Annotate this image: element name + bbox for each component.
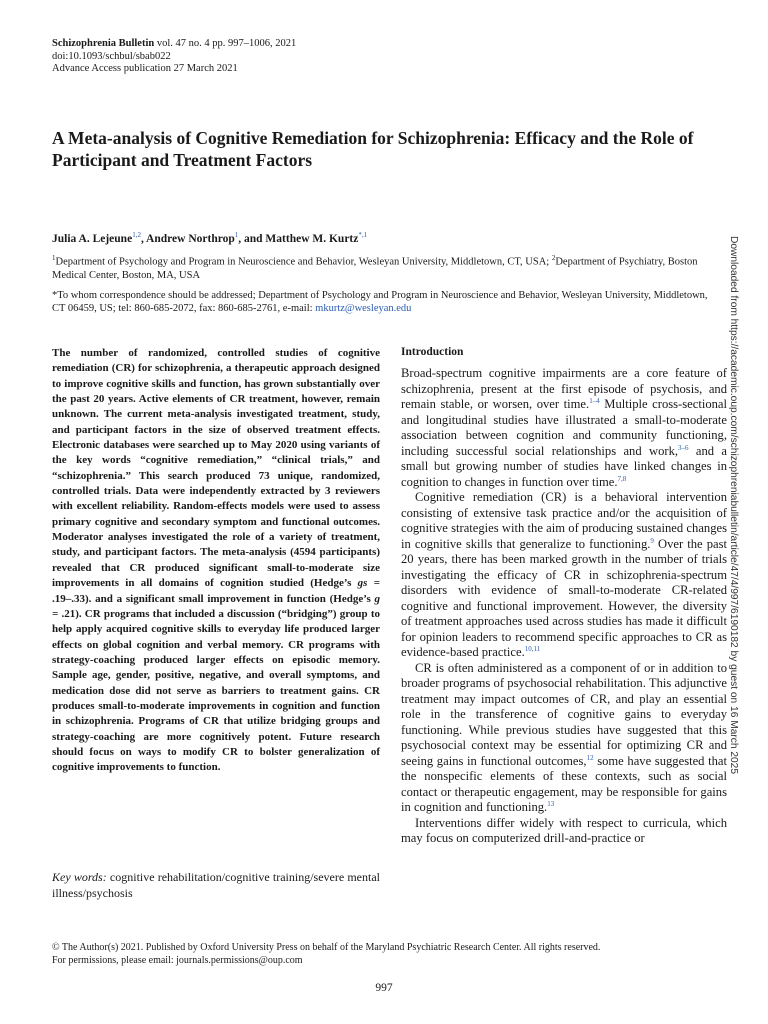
affiliation-ref[interactable]: 1,2	[132, 231, 141, 239]
abstract	[52, 346, 380, 776]
keywords-label: Key words:	[52, 870, 107, 884]
author-name: , and Matthew M. Kurtz	[238, 232, 359, 245]
paragraph-text: Over the past 20 years, there has been marked growth in the number of trials investigating the efficacy of CR in schizophrenia-spectrum disorders with evidence of small-to-moderate CR-related cognitive and functional improvement. However, the diversity of treatment approaches used across studies has made it difficult for opinion leaders to recommend specific approaches to CR as evidence-based practice.	[401, 536, 727, 659]
journal-name: Schizophrenia Bulletin	[52, 38, 155, 49]
citation-ref[interactable]: 10,11	[524, 644, 541, 653]
abstract-text: g	[374, 592, 380, 605]
paragraph-text: some have suggested that the nonspecific elements of these contexts, such as social contact or therapeutic engagement, may be responsible for gains in cognition and functioning.	[401, 753, 727, 814]
journal-citation	[52, 38, 296, 51]
paragraph-text: Broad-spectrum cognitive impairments are a core feature of schizophrenia, present at the first episode of psychosis, and remain stable, or worsen, over time.	[401, 366, 727, 411]
affiliation-ref[interactable]: *,1	[358, 231, 368, 239]
paragraph-text: CR is often administered as a component of or in addition to broader programs of psychosocial rehabilitation. This adjunctive treatment may impact outcomes of CR, and play an essential role in the transference of cognitive gains to everyday functioning. While previous studies have suggested that this psychosocial context may be essential for optimizing CR and seeing gains in functional outcomes,	[401, 660, 727, 768]
affiliation-marker: 1	[52, 254, 56, 262]
abstract-text: = .19–.33). and a significant small improvement in function (Hedge’s	[52, 577, 380, 605]
email-link[interactable]: mkurtz@wesleyan.edu	[315, 303, 412, 315]
affiliation-text: Department of Psychiatry, Boston Medical Center, Boston, MA, USA	[52, 256, 698, 281]
paragraph	[401, 816, 727, 847]
keywords-text: cognitive rehabilitation/cognitive training/severe mental illness/psychosis	[52, 870, 380, 900]
volume-pages: vol. 47 no. 4 pp. 997–1006, 2021	[154, 38, 297, 49]
paragraph-text: Interventions differ widely with respect to curricula, which may focus on computerized drill-and-practice or	[401, 815, 727, 845]
affiliation-text: Department of Psychology and Program in Neuroscience and Behavior, Wesleyan University, Middletown, CT, USA;	[55, 256, 552, 268]
abstract-text: gs	[357, 577, 368, 590]
paragraph-text: Multiple cross-sectional and longitudinal studies have illustrated a small-to-moderate association between cognition and community functioning, including successful social relationships and work,	[401, 397, 728, 458]
keywords	[52, 870, 380, 901]
section-heading-introduction: Introduction	[401, 346, 464, 358]
abstract-text: = .21). CR programs that included a discussion (“bridging”) group to help apply acquired cognitive skills to everyday life produced larger effects on global cognition and verbal memory. CR programs with strategy-coaching produced larger effects on episodic memory. Sample age, gender, positive, negative, and overall symptoms, and medication dose did not serve as barriers to treatment gains. CR produces small-to-moderate improvements in cognition and function in schizophrenia. Programs of CR that utilize bridging groups and strategy-coaching are more cognitively potent. Future research should focus on ways to modify CR to bolster generalization of cognitive improvements to function.	[52, 607, 380, 774]
paragraph	[401, 661, 727, 816]
paragraph	[401, 366, 727, 490]
download-watermark: Downloaded from https://academic.oup.com/schizophreniabulletin/article/47/4/997/6190182 by guest on 16 March 2025	[728, 236, 739, 775]
journal-header	[52, 38, 296, 76]
paragraph	[401, 490, 727, 661]
citation-ref[interactable]: 3–6	[678, 443, 689, 452]
copyright-footer	[52, 941, 600, 967]
advance-access: Advance Access publication 27 March 2021	[52, 63, 238, 75]
citation-ref[interactable]: 7,8	[617, 474, 627, 483]
doi: doi:10.1093/schbul/sbab022	[52, 50, 171, 62]
citation-ref[interactable]: 9	[650, 536, 654, 545]
affiliations	[52, 252, 722, 282]
affiliation-ref[interactable]: 1	[234, 231, 239, 239]
copyright-text: © The Author(s) 2021. Published by Oxford University Press on behalf of the Maryland Psychiatric Research Center. All rights reserved.	[52, 942, 601, 953]
page-number: 997	[375, 982, 393, 994]
correspondence	[52, 289, 722, 316]
paragraph-text: and a small but growing number of studies have linked changes in cognition to changes in function over time.	[401, 443, 727, 489]
author-list	[52, 231, 367, 245]
correspondence-text: *To whom correspondence should be addressed; Department of Psychology and Program in Neuroscience and Behavior, Wesleyan University, Middletown, CT 06459, US; tel: 860-685-2072, fax: 860-685-2761, e-mail:	[52, 290, 708, 315]
citation-ref[interactable]: 1–4	[589, 396, 600, 405]
introduction-body	[401, 366, 727, 847]
affiliation-marker: 2	[551, 254, 556, 262]
citation-ref[interactable]: 12	[586, 753, 594, 762]
author-name: Julia A. Lejeune	[52, 232, 133, 245]
abstract-text: The number of randomized, controlled studies of cognitive remediation (CR) for schizophrenia, a therapeutic approach designed to improve cognitive skills and function, has grown substantially over the past 20 years. Active elements of CR treatment, however, remain unknown. The current meta-analysis investigated treatment, study, and participant factors in the size of observed treatment effects. Electronic databases were searched up to May 2020 using variants of the key words “cognitive remediation,” “clinical trials,” and “schizophrenia.” This search produced 73 unique, randomized, controlled trials. Data were independently extracted by 3 reviewers with excellent reliability. Random-effects models were used to assess primary cognitive and secondary symptom and functional outcomes. Moderator analyses investigated the role of a variety of treatment, study, and participant factors. The meta-analysis (4594 participants) revealed that CR produced significant small-to-moderate size improvements in all domains of cognition studied (Hedge’s	[52, 347, 380, 590]
author-name: , Andrew Northrop	[140, 232, 235, 245]
permissions-text: For permissions, please email: journals.permissions@oup.com	[52, 955, 303, 966]
citation-ref[interactable]: 13	[547, 799, 555, 808]
article-title: A Meta-analysis of Cognitive Remediation for Schizophrenia: Efficacy and the Role of Participant and Treatment Factors	[52, 128, 694, 170]
paragraph-text: Cognitive remediation (CR) is a behavioral intervention consisting of extensive task practice and/or the acquisition of cognitive strategies with the aim of producing sustained changes in cognitive skills that generalize to functioning.	[401, 490, 727, 551]
